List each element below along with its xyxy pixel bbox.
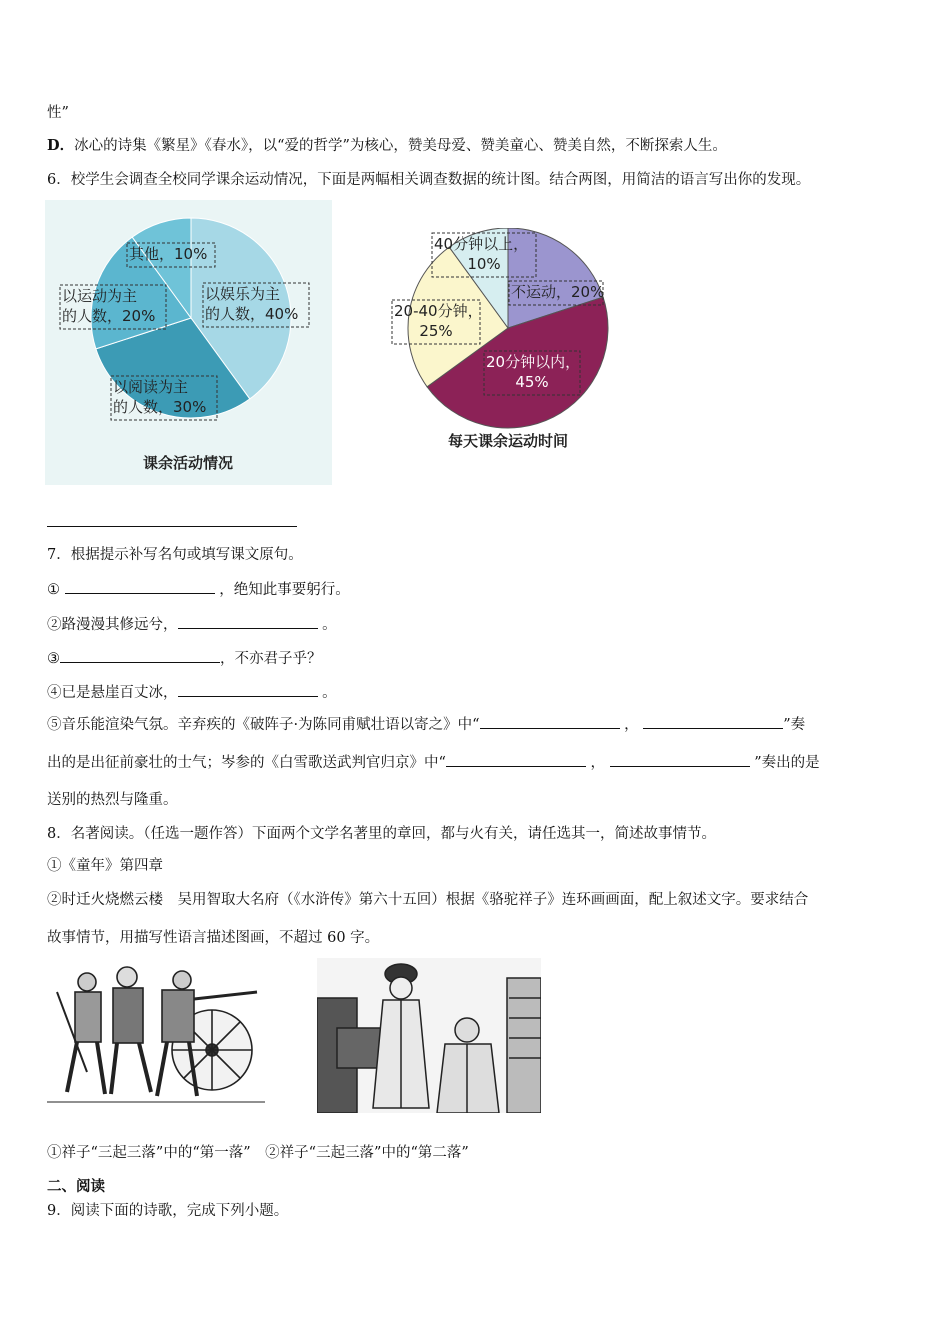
slice-label: 40分钟以上， — [434, 235, 529, 253]
fill-5-comma: ， — [624, 717, 639, 733]
slice-label: 25% — [419, 322, 453, 340]
slice-label: 20分钟以内， — [486, 353, 581, 371]
fill-4-text: ④已是悬崖百丈冰， — [47, 685, 178, 701]
section-reading: 二、阅读 — [47, 1178, 105, 1195]
slice-label: 45% — [515, 373, 549, 391]
chart-exercise-time-title: 每天课余运动时间 — [447, 432, 569, 450]
question-8: 8．名著阅读。（任选一题作答）下面两个文学名著里的章回，都与火有关，请任选其一，简述故事情节。 — [47, 826, 716, 842]
illustration-2 — [317, 958, 541, 1113]
blank-5a — [480, 714, 620, 729]
fill-3-num: ③ — [47, 651, 60, 667]
illustration-1 — [47, 962, 265, 1112]
chart-exercise-time — [380, 228, 620, 460]
blank-4 — [178, 682, 318, 697]
fill-2-end: 。 — [322, 617, 337, 633]
blank-2 — [178, 614, 318, 629]
question-6: 6．校学生会调查全校同学课余运动情况，下面是两幅相关调查数据的统计图。结合两图，用简洁的语言写出你的发现。 — [47, 172, 811, 188]
slice-label: 其他，10% — [129, 245, 208, 263]
fill-4-end: 。 — [322, 685, 337, 701]
slice-label: 以娱乐为主 — [205, 285, 281, 303]
slice-label: 的人数，40% — [205, 305, 299, 323]
fill-3-text: ，不亦君子乎？ — [220, 651, 322, 667]
fill-1 — [47, 579, 350, 600]
slice-label: 的人数，30% — [113, 398, 207, 416]
option-2: ②时迁火烧燃云楼 吴用智取大名府（《水浒传》第六十五回）根据《骆驼祥子》连环画画面，配上叙述文字。要求结合 — [47, 892, 809, 908]
slice-label: 的人数，20% — [62, 307, 156, 325]
option-d-text: 冰心的诗集《繁星》《春水》，以“爱的哲学”为核心，赞美母爱、赞美童心、赞美自然，不断探索人生。 — [74, 138, 727, 154]
option-d — [47, 136, 727, 156]
blank-5b — [643, 714, 783, 729]
blank-6a — [446, 752, 586, 767]
fill-4 — [47, 682, 337, 703]
illustration-captions: ①祥子“三起三落”中的“第一落” ②祥子“三起三落”中的“第二落” — [47, 1145, 469, 1161]
option-1: ①《童年》第四章 — [47, 858, 163, 874]
slice-label: 20-40分钟， — [394, 302, 483, 320]
text-line-0: 性” — [47, 105, 69, 121]
fill-1-text: ，绝知此事要躬行。 — [219, 582, 350, 598]
slice-label: 以阅读为主 — [113, 378, 189, 396]
answer-line — [47, 526, 297, 527]
fill-5-cont-text: 出的是出征前豪壮的士气；岑参的《白雪歌送武判官归京》中“ — [47, 755, 446, 771]
slice-label: 10% — [467, 255, 501, 273]
chart-activity — [45, 200, 332, 485]
chart-activity-svg — [45, 200, 332, 485]
blank-1 — [65, 579, 215, 594]
option-2-cont: 故事情节，用描写性语言描述图画，不超过 60 字。 — [47, 930, 380, 946]
fill-1-num: ① — [47, 582, 60, 598]
fill-2-text: ②路漫漫其修远兮， — [47, 617, 178, 633]
illustration-2-drawing — [317, 958, 541, 1113]
fill-5-cont-comma: ， — [590, 755, 606, 771]
fill-5-last: 送别的热烈与隆重。 — [47, 792, 178, 808]
option-d-label: D． — [47, 137, 75, 154]
slice-label: 以运动为主 — [62, 287, 138, 305]
question-7: 7．根据提示补写名句或填写课文原句。 — [47, 547, 303, 563]
fill-5-cont — [47, 752, 820, 773]
fill-5-text: ⑤音乐能渲染气氛。辛弃疾的《破阵子·为陈同甫赋壮语以寄之》中“ — [47, 717, 480, 733]
fill-5-cont-end: ”奏出的是 — [754, 755, 820, 771]
slice-label: 不运动，20% — [511, 283, 605, 301]
fill-2 — [47, 614, 337, 635]
question-9: 9．阅读下面的诗歌，完成下列小题。 — [47, 1203, 289, 1219]
chart-activity-title: 课余活动情况 — [142, 454, 234, 472]
illustration-1-drawing — [47, 962, 265, 1112]
chart-exercise-time-svg — [380, 228, 620, 460]
blank-3 — [60, 648, 220, 663]
fill-3 — [47, 648, 322, 669]
fill-5-end: ”奏 — [783, 717, 806, 733]
blank-6b — [610, 752, 750, 767]
fill-5 — [47, 714, 805, 735]
